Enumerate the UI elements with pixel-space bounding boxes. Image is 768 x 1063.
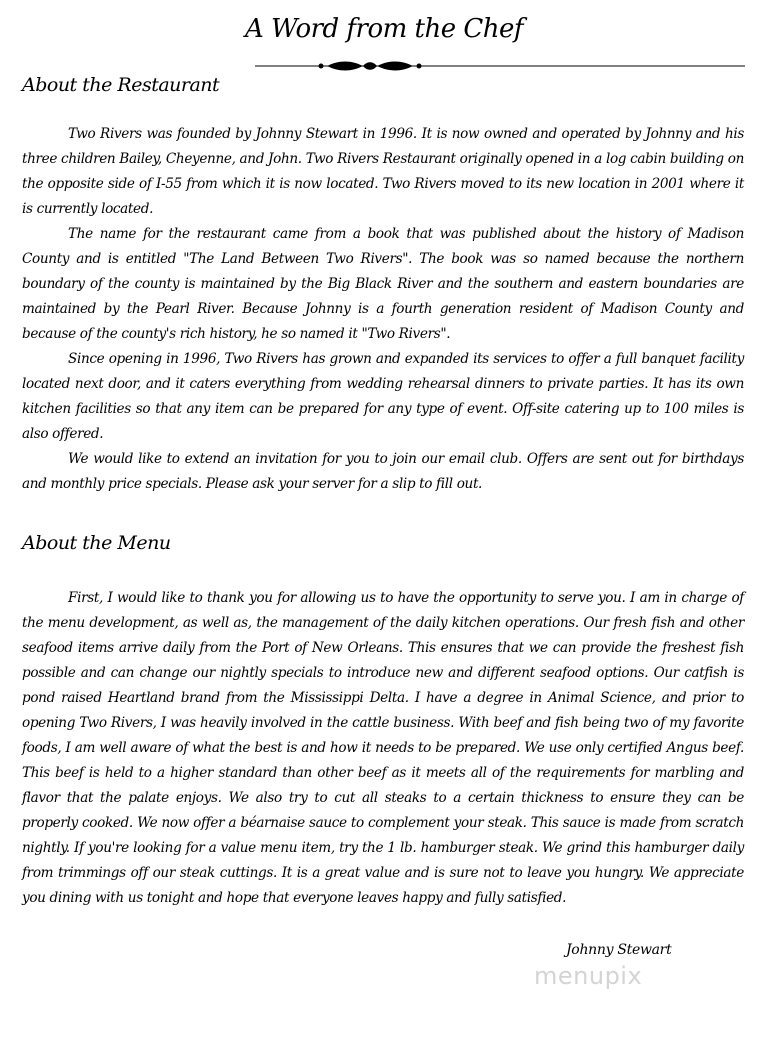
restaurant-paragraph-history: Two Rivers was founded by Johnny Stewart in 1996. It is now owned and operated by Johnny and his three children Bailey, Cheyenne, and John. Two Rivers Restaurant originally opened in a log cabin building on the opposite side of I-55 from which it is now located. Two Rivers moved to its new location in 2001 where it is currently located. [22,126,744,217]
menu-paragraph: First, I would like to thank you for allowing us to have the opportunity to serve you. I am in charge of the menu development, as well as, the management of the daily kitchen operations. Our fresh fish and other seafood items arrive daily from the Port of New Orleans. This ensures that we can provide the freshest fish possible and can change our nightly specials to introduce new and different seafood options. Our catfish is pond raised Heartland brand from the Mississippi Delta. I have a degree in Animal Science, and prior to opening Two Rivers, I was heavily involved in the cattle business. With beef and fish being two of my favorite foods, I am well aware of what the best is and how it needs to be prepared. We use only certified Angus beef. This beef is held to a higher standard than other beef as it meets all of the requirements for marbling and flavor that the palate enjoys. We also try to cut all steaks to a certain thickness to ensure they can be properly cooked. We now offer a béarnaise sauce to complement your steak. This sauce is made from scratch nightly. If you're looking for a value menu item, try the 1 lb. hamburger steak. We grind this hamburger daily from trimmings off our steak cuttings. It is a great value and is sure not to leave you hungry. We appreciate you dining with us tonight and hope that everyone leaves happy and fully satisfied. [22,590,744,906]
title-flourish-divider [255,60,745,72]
restaurant-section-heading: About the Restaurant [22,74,220,96]
restaurant-paragraph-banquet: Since opening in 1996, Two Rivers has grown and expanded its services to offer a full banquet facility located next door, and it caters everything from wedding rehearsal dinners to private parties. It has its own kitchen facilities so that any item can be prepared for any type of event. Off-site catering up to 100 miles is also offered. [22,351,744,442]
watermark: menupix [534,962,643,990]
menu-section-heading: About the Menu [22,532,171,554]
page-title: A Word from the Chef [244,14,524,44]
restaurant-paragraph-name-origin: The name for the restaurant came from a book that was published about the history of Madison County and is entitled "The Land Between Two Rivers". The book was so named because the northern boundary of the county is maintained by the Big Black River and the southern and eastern boundaries are maintained by the Pearl River. Because Johnny is a fourth generation resident of Madison County and because of the county's rich history, he so named it "Two Rivers". [22,226,744,342]
restaurant-section-body [22,122,744,497]
restaurant-paragraph-email-club: We would like to extend an invitation for you to join our email club. Offers are sent out for birthdays and monthly price specials. Please ask your server for a slip to fill out. [22,451,744,492]
chef-signature: Johnny Stewart [566,942,672,958]
menu-section-body [22,586,744,911]
